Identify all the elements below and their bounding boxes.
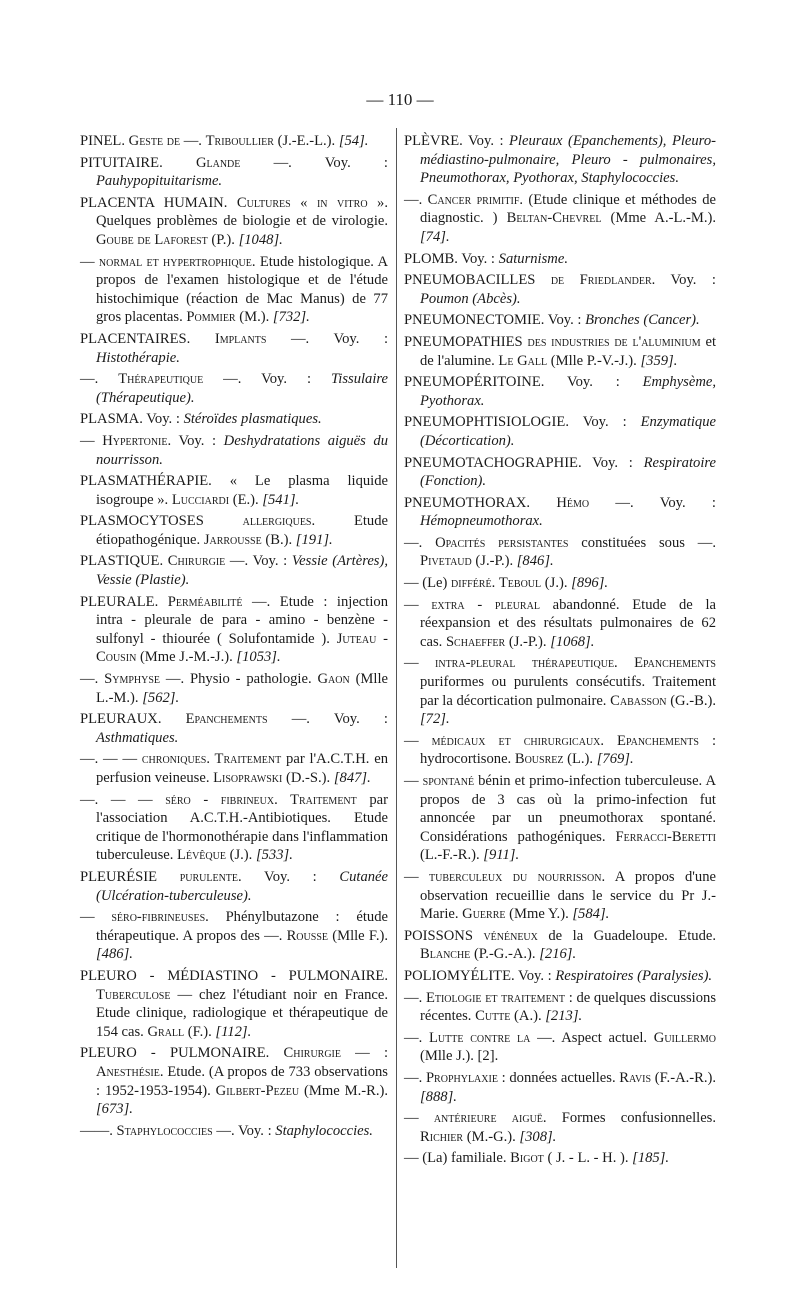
entry-text: —. Voy. :: [267, 711, 388, 728]
entry-text: Phénylbutazone : étude thérapeutique. A propos des —.: [96, 909, 388, 944]
entry-text: (D.-S.).: [282, 770, 334, 786]
entry-smallcaps: purulente.: [179, 868, 242, 885]
entry-text: (E.).: [229, 491, 263, 508]
entry-smallcaps: Le Gall: [498, 352, 548, 369]
entry-text: Voy. :: [461, 250, 499, 267]
entry-headword: PLÈVRE.: [404, 133, 469, 149]
entry-text: —. Aspect actuel.: [530, 1029, 654, 1046]
left-column: [80, 132, 388, 1143]
entry-text: ( J. - L. - H. ).: [543, 1150, 633, 1167]
index-entry: [80, 253, 388, 327]
entry-text: Etude. (A propos de 733 observations : 1952-1953-1954).: [96, 1063, 388, 1099]
index-entry: [80, 512, 388, 549]
entry-italic: [359].: [640, 352, 678, 369]
entry-text: (J.-P.).: [505, 633, 551, 650]
entry-text: Quelques problèmes de biologie et de virologie.: [96, 213, 388, 230]
index-entry: [80, 330, 388, 367]
entry-smallcaps: Cutte: [475, 1008, 511, 1025]
entry-text: (Mme Y.).: [505, 906, 573, 923]
entry-smallcaps: Guerre: [462, 906, 506, 923]
entry-text: —. Voy. :: [589, 494, 716, 511]
entry-italic: [769].: [596, 751, 634, 768]
entry-smallcaps: Bigot: [510, 1150, 544, 1167]
entry-italic: [732].: [272, 309, 310, 326]
entry-text: — (Le): [404, 575, 452, 592]
entry-smallcaps: Epanchements: [185, 711, 268, 728]
entry-smallcaps: Bousrez: [514, 751, 564, 768]
entry-italic: Vessie (Artères), Vessie (Plastie).: [96, 553, 388, 589]
entry-italic: Asthmatiques.: [96, 729, 179, 746]
entry-text: (L.-F.-R.).: [420, 847, 484, 864]
entry-headword: PLOMB.: [404, 250, 462, 267]
entry-text: par l'A.C.T.H. en perfusion veineuse.: [96, 751, 389, 786]
entry-italic: [112].: [215, 1023, 252, 1040]
entry-smallcaps: antérieure aiguë.: [433, 1110, 547, 1127]
entry-smallcaps: vénéneux: [483, 927, 538, 944]
entry-text: —. Voy. :: [225, 553, 292, 570]
entry-text: Voy. :: [518, 967, 556, 984]
entry-text: Voy. :: [582, 414, 641, 431]
entry-text: ——.: [80, 1122, 117, 1139]
index-entry: [80, 154, 388, 191]
index-entry: [404, 772, 716, 865]
entry-text: —: [404, 596, 432, 613]
entry-smallcaps: extra - pleural: [431, 596, 540, 613]
entry-smallcaps: Perméabilité: [167, 593, 243, 610]
entry-headword: PLEURO - PULMONAIRE.: [80, 1045, 284, 1062]
entry-italic: [216].: [539, 946, 577, 963]
index-entry: [404, 333, 716, 370]
entry-headword: PLEURÉSIE: [80, 868, 180, 885]
index-entry: [404, 1149, 716, 1168]
entry-italic: [72].: [420, 711, 450, 728]
entry-italic: Saturnisme.: [498, 250, 568, 267]
entry-italic: Pauhypopituitarisme.: [96, 173, 223, 190]
index-entry: [80, 194, 388, 250]
entry-headword: PLASMA.: [80, 411, 147, 428]
entry-italic: [846].: [516, 553, 554, 570]
index-entry: [404, 373, 716, 410]
entry-smallcaps: Grall: [147, 1023, 185, 1040]
entry-italic: [673].: [96, 1101, 133, 1118]
index-entry: [80, 552, 388, 589]
index-entry: [80, 868, 388, 905]
entry-italic: Cutanée (Ulcération-tuberculeuse).: [96, 868, 389, 904]
entry-italic: Emphysème, Pyothorax.: [420, 374, 716, 409]
entry-smallcaps: Rousse: [286, 927, 328, 944]
entry-text: (Mme J.-M.-J.).: [136, 649, 237, 666]
entry-smallcaps: Lucciardi: [171, 491, 230, 508]
entry-text: —: [404, 773, 423, 789]
entry-smallcaps: Cultures « in vitro ».: [236, 194, 388, 211]
entry-smallcaps: séro-fibrineuses.: [111, 909, 209, 926]
entry-smallcaps: spontané: [422, 773, 475, 789]
entry-smallcaps: Lévêque: [177, 847, 226, 864]
index-entry: [404, 1029, 716, 1066]
index-entry: [80, 593, 388, 667]
entry-smallcaps: Chirurgie: [167, 553, 226, 570]
index-entry: [404, 596, 716, 652]
entry-text: —: [404, 868, 429, 885]
entry-smallcaps: Gaon: [317, 671, 350, 688]
entry-smallcaps: Cabasson: [610, 692, 667, 709]
index-entry: [404, 191, 716, 247]
entry-headword: PNEUMOTACHOGRAPHIE.: [404, 454, 593, 471]
entry-text: (Mlle P.-V.-J.).: [547, 352, 641, 369]
entry-text: A propos d'une observation recueillie dans le service du Pr J.-Marie.: [420, 868, 716, 923]
entry-italic: Deshydratations aiguës du nourrisson.: [96, 432, 388, 468]
entry-text: —: [80, 253, 99, 270]
entry-text: bénin et primo-infection tuberculeuse. A propos de 3 cas où la primo-infection fut annoncée par un pneumothorax spontané. Considérations pathogéniques.: [420, 773, 716, 845]
entry-text: (J.).: [541, 575, 572, 592]
entry-text: Voy. :: [592, 454, 644, 471]
entry-italic: [185].: [632, 1150, 670, 1167]
entry-smallcaps: tuberculeux du nourrisson.: [429, 868, 606, 885]
entry-text: —.: [80, 671, 105, 688]
entry-smallcaps: Symphyse: [104, 671, 161, 688]
entry-text: —.: [404, 191, 428, 208]
entry-headword: PLASTIQUE.: [80, 553, 168, 570]
entry-smallcaps: Pommier: [186, 309, 236, 326]
entry-headword: PLASMOCYTOSES: [80, 513, 243, 530]
entry-text: « Le plasma liquide isogroupe ».: [96, 473, 388, 508]
entry-italic: [888].: [420, 1088, 457, 1105]
entry-text: Voy. :: [547, 312, 586, 329]
entry-smallcaps: intra-pleural thérapeutique. Epanchements: [435, 655, 716, 672]
entry-headword: POLIOMYÉLITE.: [404, 967, 519, 984]
entry-headword: PNEUMOPATHIES: [404, 333, 528, 350]
entry-smallcaps: Ravis: [619, 1069, 652, 1086]
entry-italic: Enzymatique (Décortication).: [420, 414, 716, 449]
entry-text: (Mlle F.).: [328, 927, 388, 944]
entry-text: (M.).: [235, 309, 273, 326]
index-entry: [404, 1109, 716, 1146]
entry-text: — (La) familiale.: [404, 1150, 511, 1167]
entry-smallcaps: de Friedlander.: [550, 272, 656, 289]
entry-headword: POISSONS: [404, 927, 484, 944]
index-entry: [80, 670, 388, 707]
entry-headword: PNEUMOPHTISIOLOGIE.: [404, 414, 583, 431]
entry-text: (M.-G.).: [463, 1128, 520, 1145]
entry-smallcaps: Hypertonie.: [102, 432, 172, 449]
entry-text: —.: [404, 1029, 429, 1046]
entry-italic: Tissulaire (Thérapeutique).: [96, 371, 389, 406]
entry-italic: Pleuraux (Epanchements), Pleuro-médiastino-pulmonaire, Pleuro - pulmonaires, Pneumothorax, Pyothorax, Staphylococcies.: [420, 133, 716, 187]
entry-smallcaps: Guillermo: [653, 1029, 716, 1046]
entry-italic: Respiratoire (Fonction).: [420, 454, 716, 490]
index-entry: [80, 967, 388, 1041]
entry-smallcaps: Thérapeutique: [118, 371, 204, 388]
entry-text: (A.).: [510, 1008, 546, 1025]
entry-text: —. Voy. :: [266, 330, 388, 347]
entry-smallcaps: Opacités persistantes: [435, 534, 569, 551]
entry-smallcaps: Pivetaud: [420, 553, 472, 570]
entry-smallcaps: Richier: [420, 1128, 464, 1145]
entry-text: (P.).: [207, 231, 239, 248]
entry-smallcaps: Etiologie et traitement: [425, 989, 566, 1006]
entry-text: —: [80, 432, 103, 449]
entry-smallcaps: Blanche: [420, 946, 471, 963]
entry-italic: [562].: [142, 689, 180, 706]
entry-italic: [896].: [571, 575, 609, 592]
entry-text: —. Voy. :: [203, 371, 331, 388]
entry-text: (Mme A.-L.-M.).: [601, 210, 717, 227]
entry-text: Voy. :: [171, 432, 224, 449]
entry-text: —.: [404, 989, 426, 1006]
entry-text: (J.).: [225, 847, 256, 864]
entry-smallcaps: Staphylococcies: [116, 1122, 213, 1139]
entry-text: constituées sous —.: [568, 534, 717, 551]
index-entry: [80, 472, 388, 509]
entry-smallcaps: Geste de: [128, 133, 181, 149]
entry-italic: [213].: [545, 1008, 583, 1025]
entry-italic: [584].: [572, 906, 610, 923]
entry-text: —. Physio - pathologie.: [160, 671, 318, 688]
index-entry: [404, 250, 716, 269]
entry-text: (J.-E.-L.).: [273, 133, 339, 149]
entry-text: —.: [180, 133, 206, 149]
index-entry: [404, 574, 716, 593]
entry-headword: PNEUMOTHORAX.: [404, 494, 557, 511]
entry-italic: [54].: [338, 133, 369, 149]
index-entry: [404, 967, 716, 986]
index-entry: [404, 454, 716, 491]
entry-smallcaps: Glande: [195, 154, 241, 171]
entry-text: (L.).: [563, 751, 597, 768]
entry-smallcaps: Juteau - Cousin: [96, 630, 388, 666]
entry-text: (F.).: [184, 1023, 216, 1040]
entry-italic: [74].: [420, 228, 450, 245]
index-entry: [404, 732, 716, 769]
entry-smallcaps: Chirurgie — : Anesthésie.: [96, 1045, 388, 1080]
entry-smallcaps: médicaux et chirurgicaux. Epanchements: [431, 732, 699, 749]
entry-text: Etude histologique. A propos de l'examen histologique et de l'étude histochimique (réaction de Mac Manus) de 77 gros placentas.: [96, 253, 388, 326]
entry-text: : hydrocortisone.: [420, 732, 717, 768]
entry-text: abandonné. Etude de la réexpansion et des résultats pulmonaires de 62 cas.: [420, 596, 716, 650]
entry-text: —. Voy. :: [212, 1122, 276, 1139]
entry-text: (Mme M.-R.).: [299, 1082, 388, 1099]
entry-smallcaps: Tuberculose: [96, 986, 171, 1003]
entry-smallcaps: allergiques.: [242, 513, 316, 530]
entry-text: : de quelques discussions récentes.: [420, 989, 717, 1025]
entry-text: —. — —: [80, 791, 166, 808]
entry-italic: [486].: [96, 946, 133, 963]
entry-smallcaps: chroniques. Traitement: [141, 751, 282, 768]
entry-smallcaps: Gilbert-Pezeu: [215, 1082, 300, 1099]
entry-smallcaps: séro - fibrineux. Traitement: [165, 791, 357, 808]
index-entry: [80, 370, 388, 407]
entry-italic: [911].: [483, 847, 520, 864]
index-entry: [80, 908, 388, 964]
entry-headword: PITUITAIRE.: [80, 154, 196, 171]
entry-smallcaps: Goube de Laforest: [96, 231, 208, 248]
entry-italic: [541].: [262, 491, 300, 508]
entry-text: (J.-P.).: [471, 553, 517, 570]
index-entry: [404, 927, 716, 964]
entry-smallcaps: Jarrousse: [203, 531, 262, 548]
entry-headword: PLACENTAIRES.: [80, 330, 215, 347]
entry-smallcaps: des industries de l'aluminium: [527, 333, 701, 350]
index-entry: [404, 494, 716, 531]
entry-italic: Respiratoires (Paralysies).: [555, 967, 713, 984]
entry-text: —.: [80, 371, 119, 388]
entry-text: par l'association A.C.T.H.-Antibiotiques. Etude critique de l'hormonothérapie dans l'inflammation tuberculeuse.: [96, 791, 388, 864]
entry-text: Voy. :: [566, 374, 643, 391]
entry-text: Voy. :: [241, 868, 340, 885]
entry-text: (Mlle L.-M.).: [96, 671, 388, 706]
entry-headword: PINEL.: [80, 133, 129, 149]
entry-italic: [191].: [295, 531, 333, 548]
entry-smallcaps: différé.: [451, 575, 496, 592]
entry-italic: Staphylococcies.: [275, 1122, 373, 1139]
index-entry: [80, 1044, 388, 1118]
entry-text: Etude étiopathogénique.: [96, 513, 388, 548]
entry-italic: Stéroïdes plasmatiques.: [183, 411, 322, 428]
entry-smallcaps: Prophylaxie: [425, 1069, 498, 1086]
entry-smallcaps: Cancer primitif.: [427, 191, 524, 208]
entry-smallcaps: Lutte contre la: [429, 1029, 531, 1046]
index-entry: [404, 132, 716, 188]
index-entry: [80, 132, 388, 151]
entry-smallcaps: normal et hypertrophique.: [98, 253, 256, 270]
entry-text: (G.-B.).: [666, 692, 716, 709]
entry-text: puriformes ou purulents consécutifs. Traitement par la décortication pulmonaire.: [420, 674, 716, 709]
entry-text: Voy. :: [655, 272, 716, 289]
index-entry: [404, 413, 716, 450]
entry-italic: [1053].: [236, 649, 281, 666]
entry-italic: Hémopneumothorax.: [420, 513, 543, 530]
index-entry: [404, 654, 716, 728]
entry-italic: Histothérapie.: [96, 349, 180, 366]
entry-smallcaps: Ferracci-Beretti: [615, 828, 716, 845]
entry-italic: [847].: [333, 770, 371, 786]
index-entry: [404, 534, 716, 571]
entry-text: —.: [404, 1069, 426, 1086]
entry-italic: [1068].: [550, 633, 595, 650]
entry-smallcaps: Lisoprawski: [213, 770, 283, 786]
entry-text: —: [404, 1110, 434, 1127]
page-number: — 110 —: [366, 90, 434, 109]
entry-headword: PLASMATHÉRAPIE.: [80, 473, 230, 490]
index-entry: [80, 791, 388, 865]
entry-text: —: [404, 655, 436, 672]
entry-text: —: [80, 909, 112, 926]
entry-text: —. Voy. :: [240, 154, 388, 171]
index-entry: [404, 1069, 716, 1106]
entry-text: (F.-A.-R.).: [651, 1069, 717, 1086]
entry-smallcaps: Beltan-Chevrel: [506, 210, 602, 227]
index-entry: [404, 868, 716, 924]
entry-smallcaps: Teboul: [498, 575, 542, 592]
entry-text: (B.).: [261, 531, 296, 548]
entry-text: —.: [404, 534, 436, 551]
entry-text: de la Guadeloupe. Etude.: [537, 927, 716, 944]
index-entry: [80, 750, 388, 787]
entry-headword: PLEURALE.: [80, 593, 168, 610]
entry-text: Voy. :: [468, 133, 509, 149]
entry-text: (P.-G.-A.).: [470, 946, 540, 963]
entry-text: —. Etude : injection intra - pleurale de para - amino - benzène - sulfonyl - thiourée ( Solufontamide ).: [96, 593, 388, 647]
index-entry: [80, 410, 388, 429]
index-entry: [80, 710, 388, 747]
entry-headword: PNEUMONECTOMIE.: [404, 312, 548, 329]
entry-italic: [533].: [255, 847, 293, 864]
index-entry: [80, 1122, 388, 1141]
entry-text: (Etude clinique et méthodes de diagnostic. ): [420, 191, 716, 227]
entry-italic: [1048].: [238, 231, 283, 248]
entry-italic: [308].: [519, 1128, 557, 1145]
entry-text: — chez l'étudiant noir en France. Etude clinique, radiologique et thérapeutique de 154 cas.: [96, 986, 388, 1040]
entry-smallcaps: Implants: [214, 330, 267, 347]
entry-headword: PLEURAUX.: [80, 711, 186, 728]
entry-headword: PLEURO - MÉDIASTINO - PULMONAIRE.: [80, 967, 388, 984]
column-divider: [396, 128, 397, 1268]
entry-headword: PNEUMOBACILLES: [404, 272, 551, 289]
index-entry: [404, 989, 716, 1026]
entry-italic: Bronches (Cancer).: [585, 312, 700, 329]
entry-headword: PNEUMOPÉRITOINE.: [404, 374, 567, 391]
entry-smallcaps: Schaeffer: [445, 633, 506, 650]
entry-text: Formes confusionnelles.: [546, 1110, 716, 1127]
entry-text: —. — —: [80, 751, 142, 768]
right-column: [404, 132, 716, 1171]
entry-text: Voy. :: [146, 411, 184, 428]
entry-smallcaps: Triboullier: [205, 133, 274, 149]
entry-text: et de l'alumine.: [420, 333, 716, 369]
entry-text: (Mlle J.). [2].: [420, 1048, 499, 1065]
entry-smallcaps: Hémo: [556, 494, 590, 511]
entry-text: —: [404, 732, 432, 749]
entry-italic: Poumon (Abcès).: [420, 290, 521, 307]
index-entry: [404, 311, 716, 330]
entry-headword: PLACENTA HUMAIN.: [80, 194, 237, 211]
index-entry: [404, 271, 716, 308]
index-entry: [80, 432, 388, 469]
entry-text: : données actuelles.: [497, 1069, 620, 1086]
